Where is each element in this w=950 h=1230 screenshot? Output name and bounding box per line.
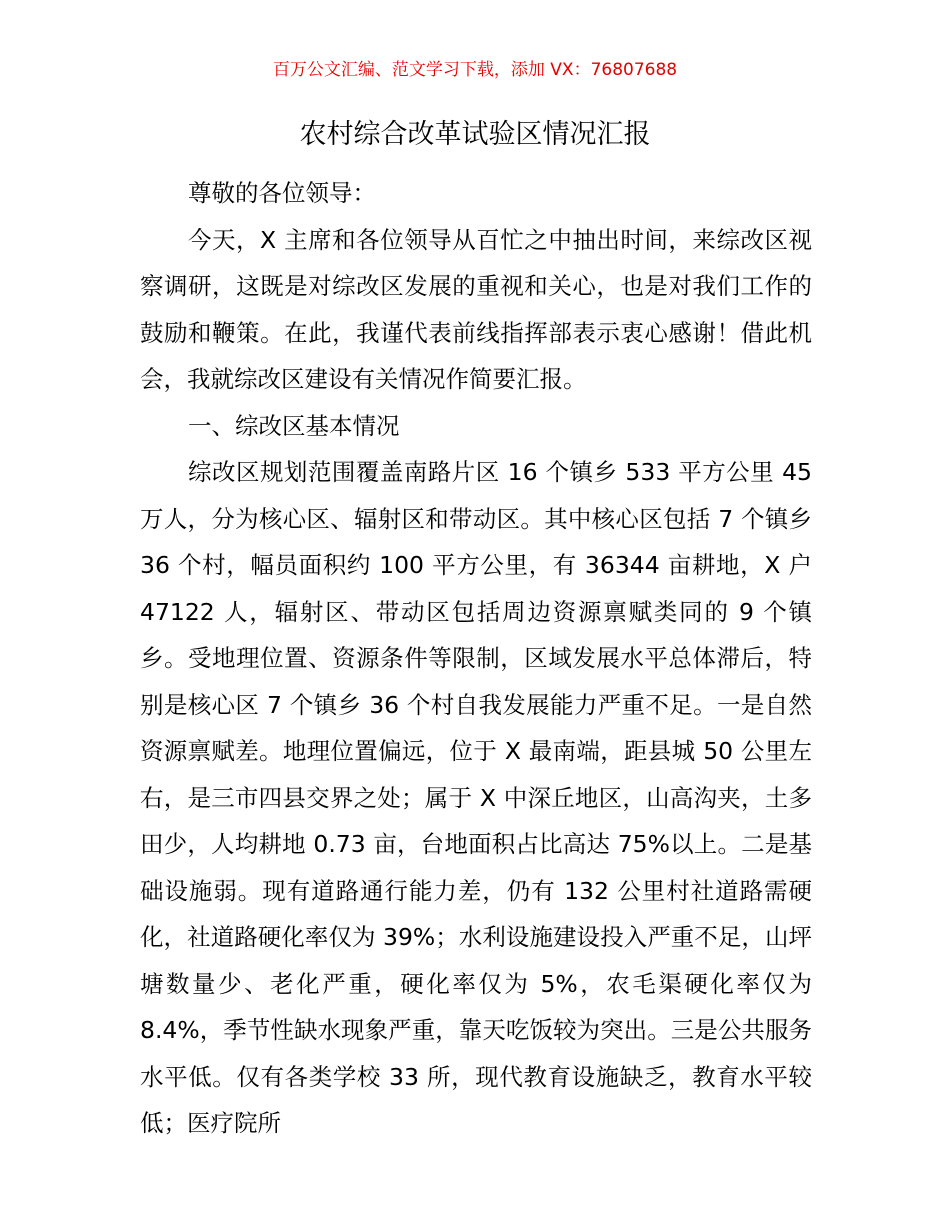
paragraph-intro: 今天，X 主席和各位领导从百忙之中抽出时间，来综改区视察调研，这既是对综改区发展的重视和关心，也是对我们工作的鼓励和鞭策。在此，我谨代表前线指挥部表示衷心感谢！借此机会，我就综改区建设有关情况作简要汇报。 bbox=[140, 225, 812, 393]
paragraph-overview: 综改区规划范围覆盖南路片区 16 个镇乡 533 平方公里 45 万人，分为核心区、辐射区和带动区。其中核心区包括 7 个镇乡 36 个村，幅员面积约 100 平方公里，有 36344 亩耕地，X 户 47122 人，辐射区、带动区包括周边资源禀赋类同的 9 个镇乡。受地理位置、资源条件等限制，区域发展水平总体滞后，特别是核心区 7 个镇乡 36 个村自我发展能力严重不足。一是自然资源禀赋差。地理位置偏远，位于 X 最南端，距县城 50 公里左右，是三市四县交界之处；属于 X 中深丘地区，山高沟夹，土多田少，人均耕地 0.73 亩，台地面积占比高达 75%以上。二是基础设施弱。现有道路通行能力差，仍有 132 公里村社道路需硬化，社道路硬化率仅为 39%；水利设施建设投入严重不足，山坪塘数量少、老化严重，硬化率仅为 5%，农毛渠硬化率仅为 8.4%，季节性缺水现象严重，靠天吃饭较为突出。三是公共服务水平低。仅有各类学校 33 所，现代教育设施缺乏，教育水平较低；医疗院所 bbox=[140, 458, 812, 1137]
section-heading: 一、综改区基本情况 bbox=[188, 411, 400, 440]
document-title: 农村综合改革试验区情况汇报 bbox=[299, 119, 651, 150]
document-body bbox=[140, 170, 812, 1147]
header-banner: 百万公文汇编、范文学习下载，添加 VX：76807688 bbox=[272, 60, 678, 80]
salutation: 尊敬的各位领导： bbox=[188, 179, 376, 207]
